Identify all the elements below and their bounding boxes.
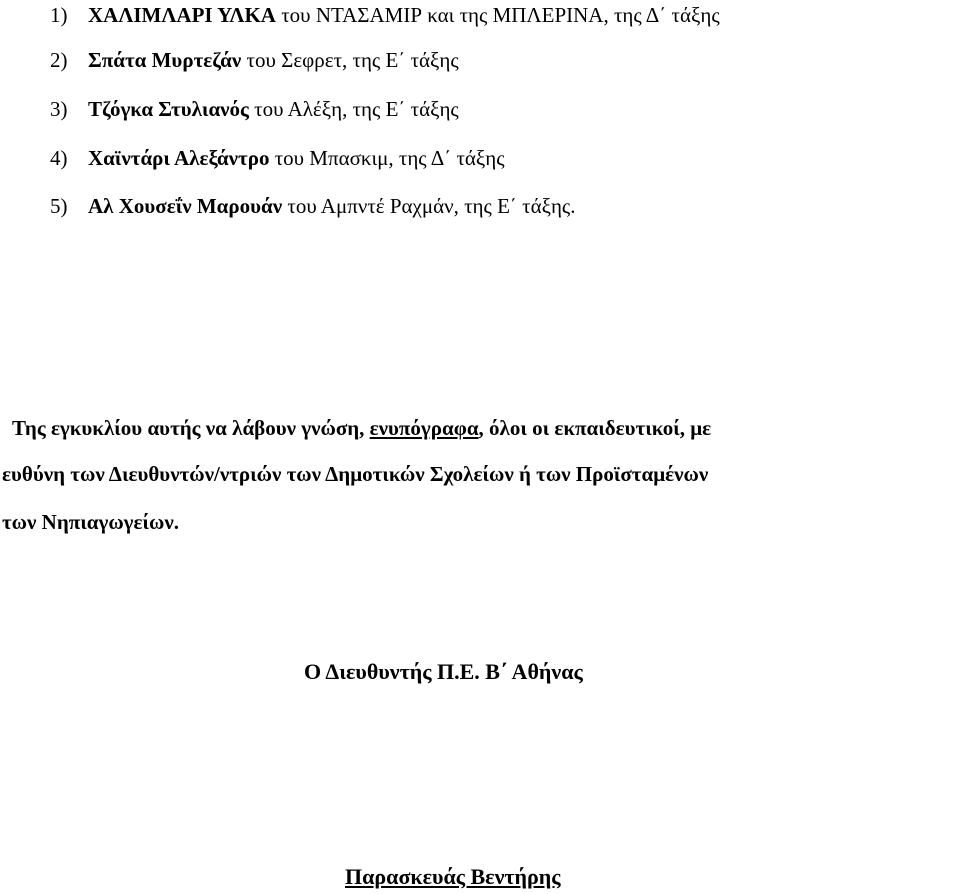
signer-title: Ο Διευθυντής Π.Ε. Β΄ Αθήνας [304,659,583,684]
list-item [50,143,505,173]
notice-text: Της εγκυκλίου αυτής να λάβουν γνώση, [12,416,370,440]
notice-line: των Νηπιαγωγείων. [2,510,179,534]
student-details: του Σεφρετ, της Ε΄ τάξης [246,48,459,72]
list-item [50,0,720,30]
list-number: 3) [50,97,68,121]
list-number: 2) [50,48,68,72]
signer-name: Παρασκευάς Βεντήρης [345,864,561,889]
list-item [50,45,459,75]
student-details: του Αλέξη, της Ε΄ τάξης [254,97,459,121]
notice-text: , όλοι οι εκπαιδευτικοί, με [478,416,712,440]
student-name: ΧΑΛΙΜΛΑΡΙ ΥΛΚΑ [88,3,276,27]
student-details: του ΝΤΑΣΑΜΙΡ και της ΜΠΛΕΡΙΝΑ, της Δ΄ τάξης [281,3,720,27]
list-number: 4) [50,146,68,170]
student-name: Αλ Χουσεΐν Μαρουάν [88,194,283,218]
student-details: του Αμπντέ Ραχμάν, της Ε΄ τάξης. [287,194,576,218]
student-name: Σπάτα Μυρτεζάν [88,48,242,72]
student-name: Τζόγκα Στυλιανός [88,97,249,121]
notice-line [12,413,711,443]
list-item [50,191,576,221]
list-item [50,94,459,124]
notice-line: ευθύνη των Διευθυντών/ντριών των Δημοτικών Σχολείων ή των Προϊσταμένων [2,462,709,486]
list-number: 1) [50,3,68,27]
student-details: του Μπασκιμ, της Δ΄ τάξης [274,146,505,170]
notice-emphasis: ενυπόγραφα [369,416,479,440]
list-number: 5) [50,194,68,218]
student-name: Χαϊντάρι Αλεξάντρο [88,146,270,170]
